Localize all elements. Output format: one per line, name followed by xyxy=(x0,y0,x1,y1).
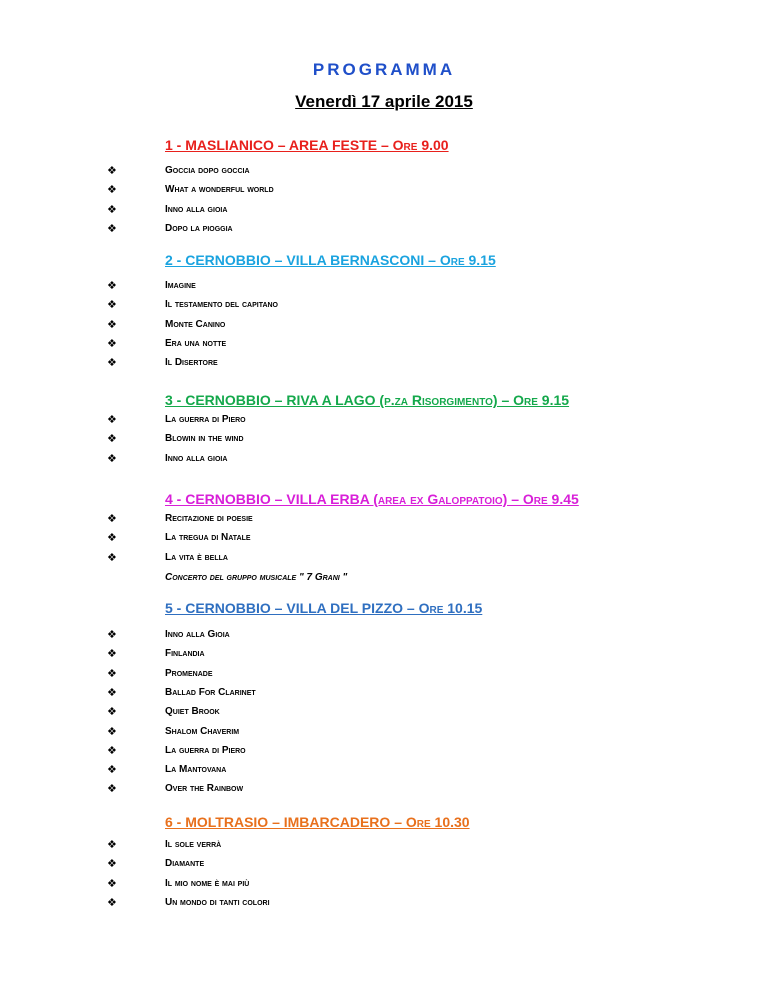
list-item xyxy=(0,744,700,762)
list-item xyxy=(0,298,700,316)
list-item xyxy=(0,857,700,875)
list-item-label: Era una notte xyxy=(165,337,227,349)
list-item xyxy=(0,896,700,914)
diamond-bullet-icon: ❖ xyxy=(107,184,117,197)
diamond-bullet-icon: ❖ xyxy=(107,337,117,350)
list-item-label: La Mantovana xyxy=(165,764,227,776)
list-item-label: Il mio nome è mai più xyxy=(165,877,250,889)
list-item-label: La guerra di Piero xyxy=(165,744,246,756)
diamond-bullet-icon: ❖ xyxy=(107,839,117,851)
list-item xyxy=(0,763,700,781)
diamond-bullet-icon: ❖ xyxy=(107,764,117,777)
list-item xyxy=(0,164,700,182)
list-item-label: Imagine xyxy=(165,280,196,291)
diamond-bullet-icon: ❖ xyxy=(107,532,117,545)
diamond-bullet-icon: ❖ xyxy=(107,648,117,661)
diamond-bullet-icon: ❖ xyxy=(107,433,117,446)
list-item-label: Inno alla gioia xyxy=(165,452,228,464)
diamond-bullet-icon: ❖ xyxy=(107,280,117,292)
section-heading: 3 - CERNOBBIO – RIVA A LAGO (p.za Risorgimento) – Ore 9.15 xyxy=(165,392,570,408)
list-item-label: La tregua di Natale xyxy=(165,532,251,544)
list-item xyxy=(0,647,700,665)
list-item-label: Inno alla gioia xyxy=(165,203,228,215)
diamond-bullet-icon: ❖ xyxy=(107,299,117,312)
list-item-label: Diamante xyxy=(165,858,205,870)
list-item-label: Quiet Brook xyxy=(165,706,220,718)
diamond-bullet-icon: ❖ xyxy=(107,744,117,757)
diamond-bullet-icon: ❖ xyxy=(107,667,117,680)
section-heading: 6 - MOLTRASIO – IMBARCADERO – Ore 10.30 xyxy=(165,814,470,830)
list-item-label: Ballad For Clarinet xyxy=(165,686,256,698)
list-item xyxy=(0,877,700,895)
list-item xyxy=(0,531,700,549)
list-item xyxy=(0,551,700,569)
diamond-bullet-icon: ❖ xyxy=(107,783,117,796)
diamond-bullet-icon: ❖ xyxy=(107,629,117,641)
concert-note: Concerto del gruppo musicale " 7 Grani " xyxy=(165,572,348,583)
list-item-label: Over the Rainbow xyxy=(165,783,244,795)
list-item-label: Il testamento del capitano xyxy=(165,299,278,311)
list-item xyxy=(0,512,700,530)
diamond-bullet-icon: ❖ xyxy=(107,513,117,525)
list-item xyxy=(0,337,700,355)
list-item xyxy=(0,686,700,704)
diamond-bullet-icon: ❖ xyxy=(107,725,117,738)
list-item xyxy=(0,725,700,743)
list-item xyxy=(0,203,700,221)
diamond-bullet-icon: ❖ xyxy=(107,686,117,699)
list-item-label: Recitazione di poesie xyxy=(165,513,253,524)
list-item-label: Un mondo di tanti colori xyxy=(165,896,270,908)
list-item-label: Dopo la pioggia xyxy=(165,222,233,234)
list-item-label: Promenade xyxy=(165,667,213,679)
diamond-bullet-icon: ❖ xyxy=(107,357,117,370)
diamond-bullet-icon: ❖ xyxy=(107,877,117,890)
list-item-label: Shalom Chaverim xyxy=(165,725,240,737)
list-item xyxy=(0,452,700,470)
list-item-label: Monte Canino xyxy=(165,318,226,330)
list-item-label: Goccia dopo goccia xyxy=(165,165,250,176)
list-item xyxy=(0,413,700,431)
list-item xyxy=(0,667,700,685)
diamond-bullet-icon: ❖ xyxy=(107,551,117,564)
diamond-bullet-icon: ❖ xyxy=(107,452,117,465)
list-item-label: What a wonderful world xyxy=(165,184,274,196)
event-date: Venerdì 17 aprile 2015 xyxy=(295,92,473,111)
diamond-bullet-icon: ❖ xyxy=(107,222,117,235)
list-item xyxy=(0,222,700,240)
list-item-label: Finlandia xyxy=(165,648,205,660)
diamond-bullet-icon: ❖ xyxy=(107,896,117,909)
list-item-label: La guerra di Piero xyxy=(165,414,246,425)
section-heading: 1 - MASLIANICO – AREA FESTE – Ore 9.00 xyxy=(165,137,449,153)
list-item xyxy=(0,356,700,374)
diamond-bullet-icon: ❖ xyxy=(107,165,117,177)
diamond-bullet-icon: ❖ xyxy=(107,318,117,331)
diamond-bullet-icon: ❖ xyxy=(107,414,117,426)
list-item xyxy=(0,838,700,856)
diamond-bullet-icon: ❖ xyxy=(107,706,117,719)
list-item xyxy=(0,183,700,201)
list-item xyxy=(0,705,700,723)
list-item xyxy=(0,628,700,646)
list-item xyxy=(0,432,700,450)
list-item-label: Blowin in the wind xyxy=(165,433,244,445)
diamond-bullet-icon: ❖ xyxy=(107,858,117,871)
page-title: PROGRAMMA xyxy=(312,60,456,79)
list-item xyxy=(0,279,700,297)
list-item-label: La vita è bella xyxy=(165,551,228,563)
section-heading: 4 - CERNOBBIO – VILLA ERBA (area ex Galoppatoio) – Ore 9.45 xyxy=(165,491,579,507)
list-item xyxy=(0,318,700,336)
diamond-bullet-icon: ❖ xyxy=(107,203,117,216)
section-heading: 2 - CERNOBBIO – VILLA BERNASCONI – Ore 9.15 xyxy=(165,252,496,268)
section-heading: 5 - CERNOBBIO – VILLA DEL PIZZO – Ore 10.15 xyxy=(165,600,483,616)
list-item-label: Il Disertore xyxy=(165,357,218,369)
list-item-label: Il sole verrà xyxy=(165,839,222,850)
list-item xyxy=(0,782,700,800)
list-item-label: Inno alla Gioia xyxy=(165,629,230,640)
